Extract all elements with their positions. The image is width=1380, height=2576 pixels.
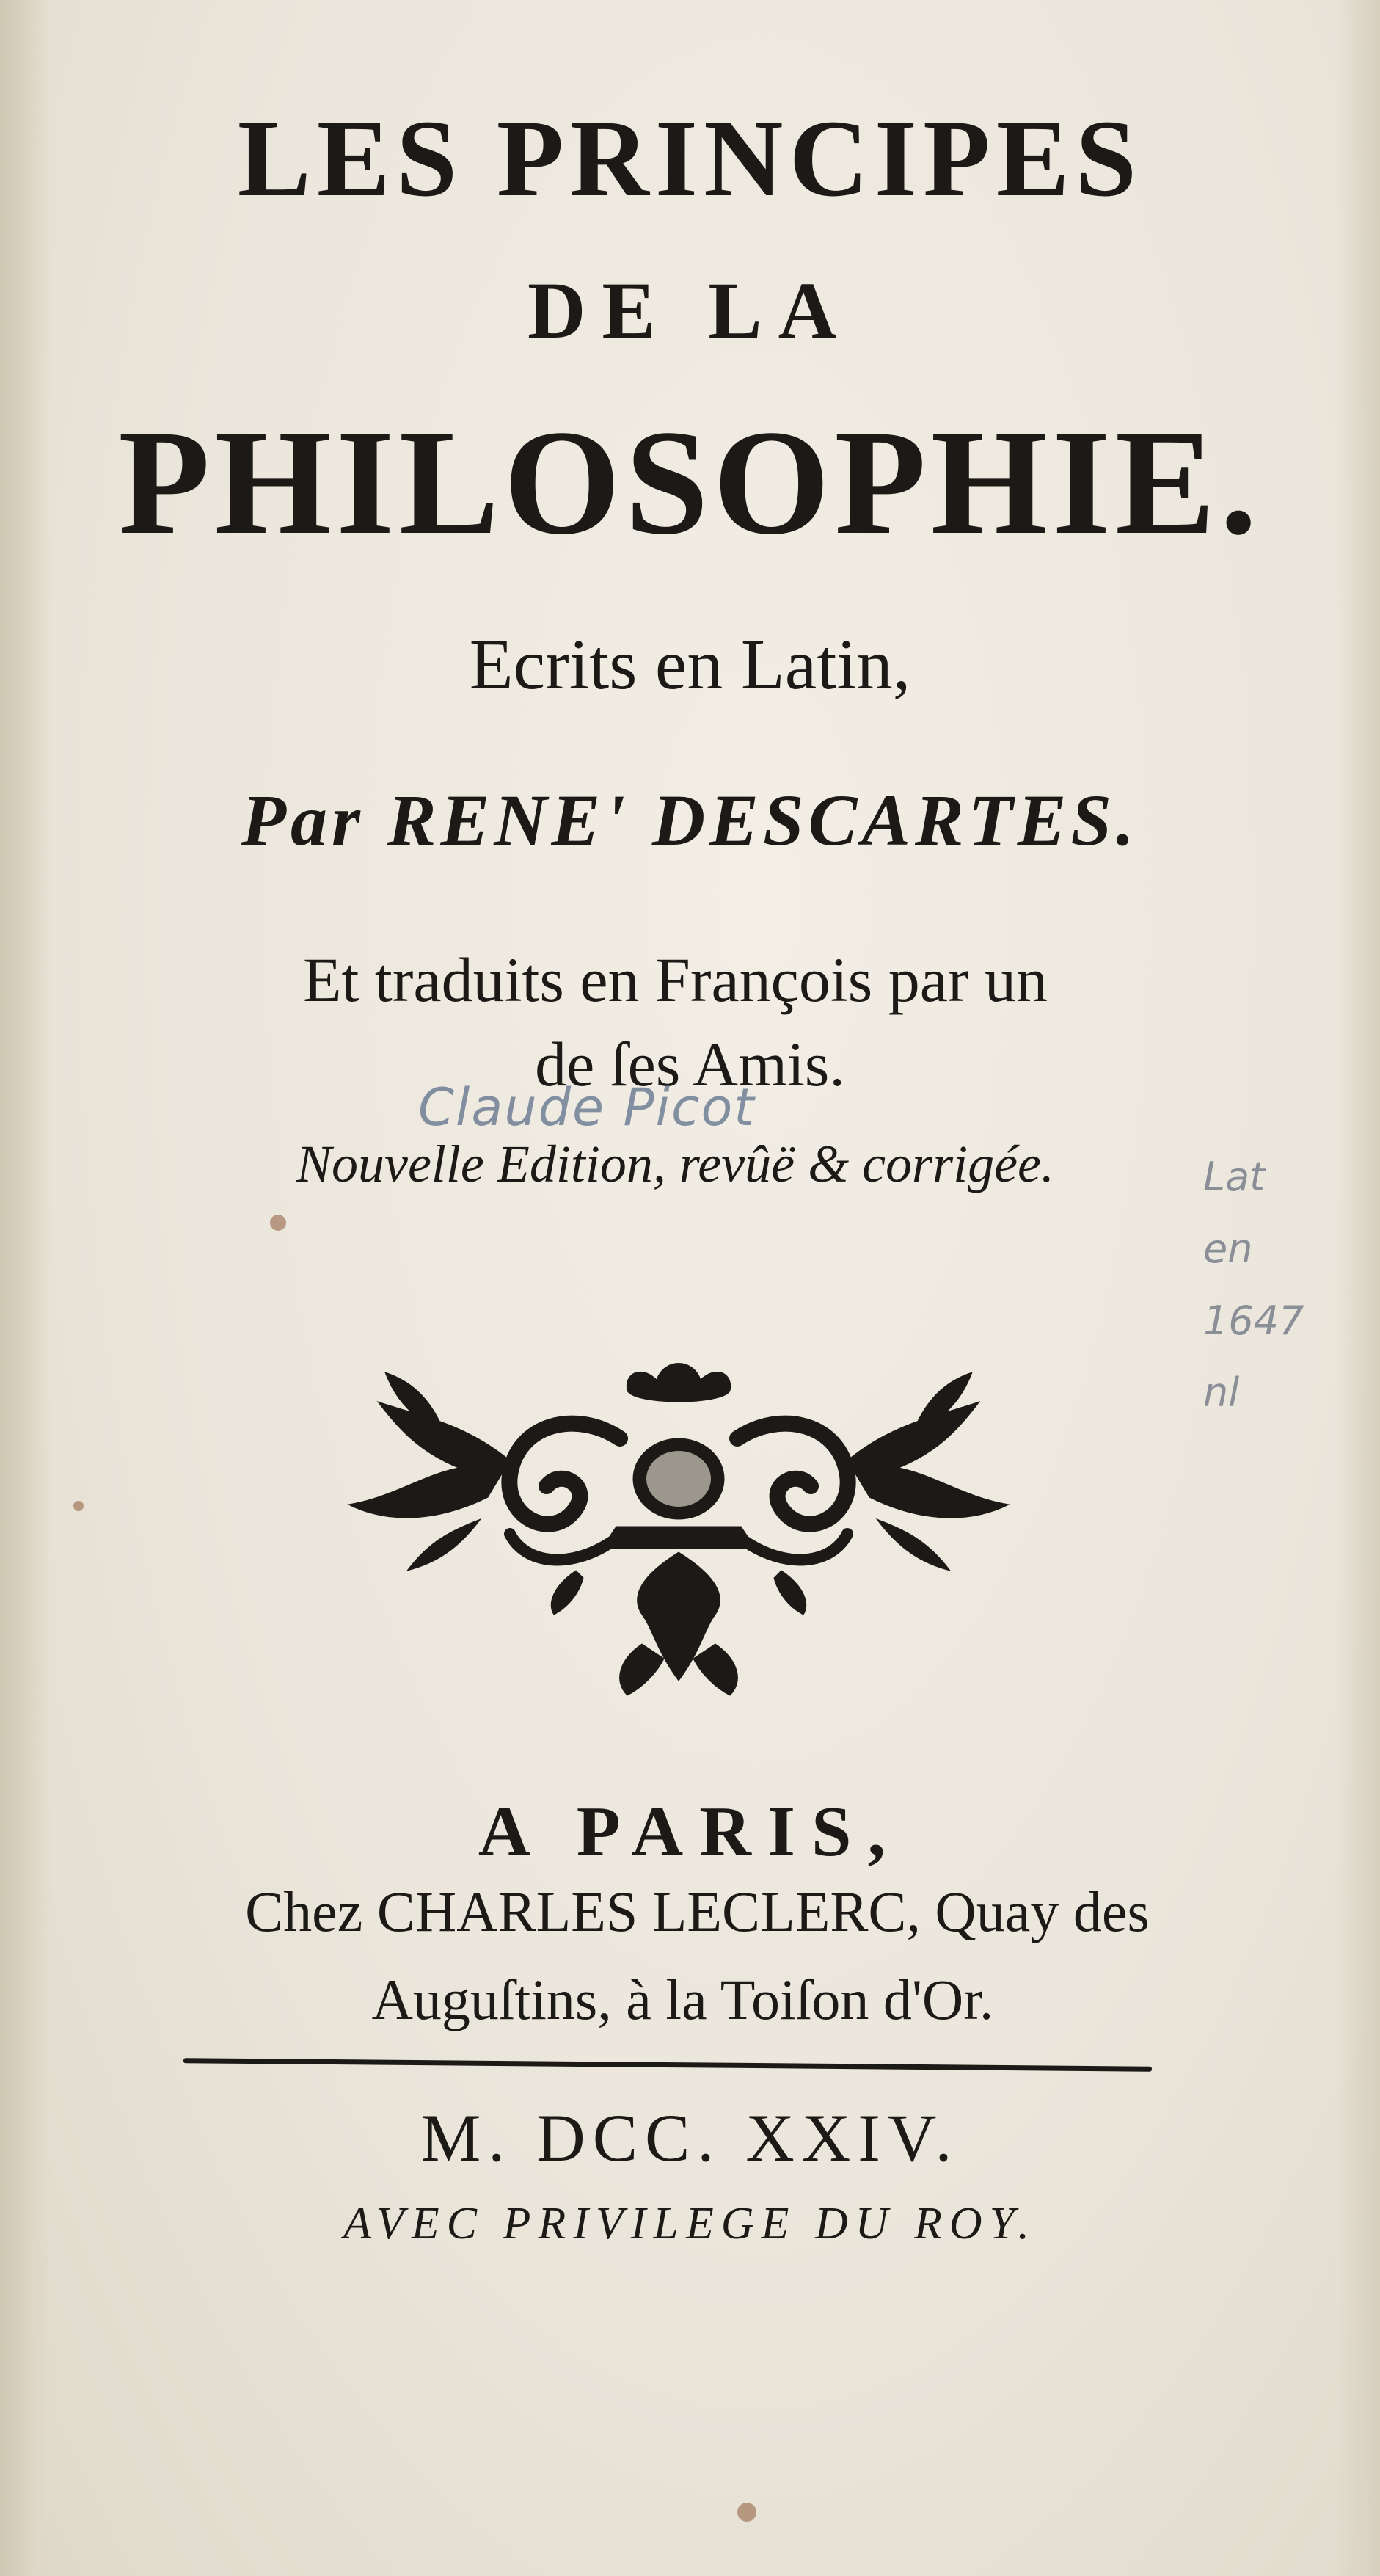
subtitle: Ecrits en Latin, bbox=[469, 625, 911, 705]
margin-note-line: nl bbox=[1203, 1369, 1240, 1416]
paper-foxing-spot bbox=[270, 1215, 286, 1231]
handwritten-margin-note bbox=[1203, 1141, 1365, 1429]
paper-foxing-spot bbox=[73, 1501, 84, 1511]
edition-line: Nouvelle Edition, revûë & corrigée. bbox=[296, 1135, 1055, 1193]
imprint-year: M. DCC. XXIV. bbox=[420, 2100, 960, 2175]
title-line-3: PHILOSOPHIE. bbox=[118, 399, 1262, 566]
publisher-line-1: Chez CHARLES LECLERC, Quay des bbox=[245, 1880, 1150, 1943]
translation-line-1: Et traduits en François par un bbox=[302, 945, 1048, 1015]
printer-ornament-icon bbox=[334, 1350, 1023, 1717]
page-left-edge bbox=[0, 0, 51, 2576]
imprint-place: A PARIS, bbox=[478, 1792, 902, 1871]
paper-foxing-spot bbox=[737, 2503, 756, 2522]
publisher-line-2: Auguſtins, à la Toiſon d'Or. bbox=[371, 1968, 994, 2031]
margin-note-line: Lat bbox=[1203, 1154, 1266, 1200]
title-line-2: DE LA bbox=[527, 266, 853, 355]
author-line: Par RENE' DESCARTES. bbox=[241, 779, 1139, 861]
handwritten-name-note: Claude Picot bbox=[418, 1077, 756, 1138]
privilege-line: AVEC PRIVILEGE DU ROY. bbox=[343, 2199, 1037, 2249]
margin-note-line: en bbox=[1203, 1226, 1253, 1272]
horizontal-rule bbox=[183, 2058, 1152, 2072]
title-line-1: LES PRINCIPES bbox=[237, 98, 1143, 219]
margin-note-line: 1647 bbox=[1203, 1298, 1304, 1344]
translation-line-2: de ſes Amis. bbox=[535, 1029, 845, 1099]
